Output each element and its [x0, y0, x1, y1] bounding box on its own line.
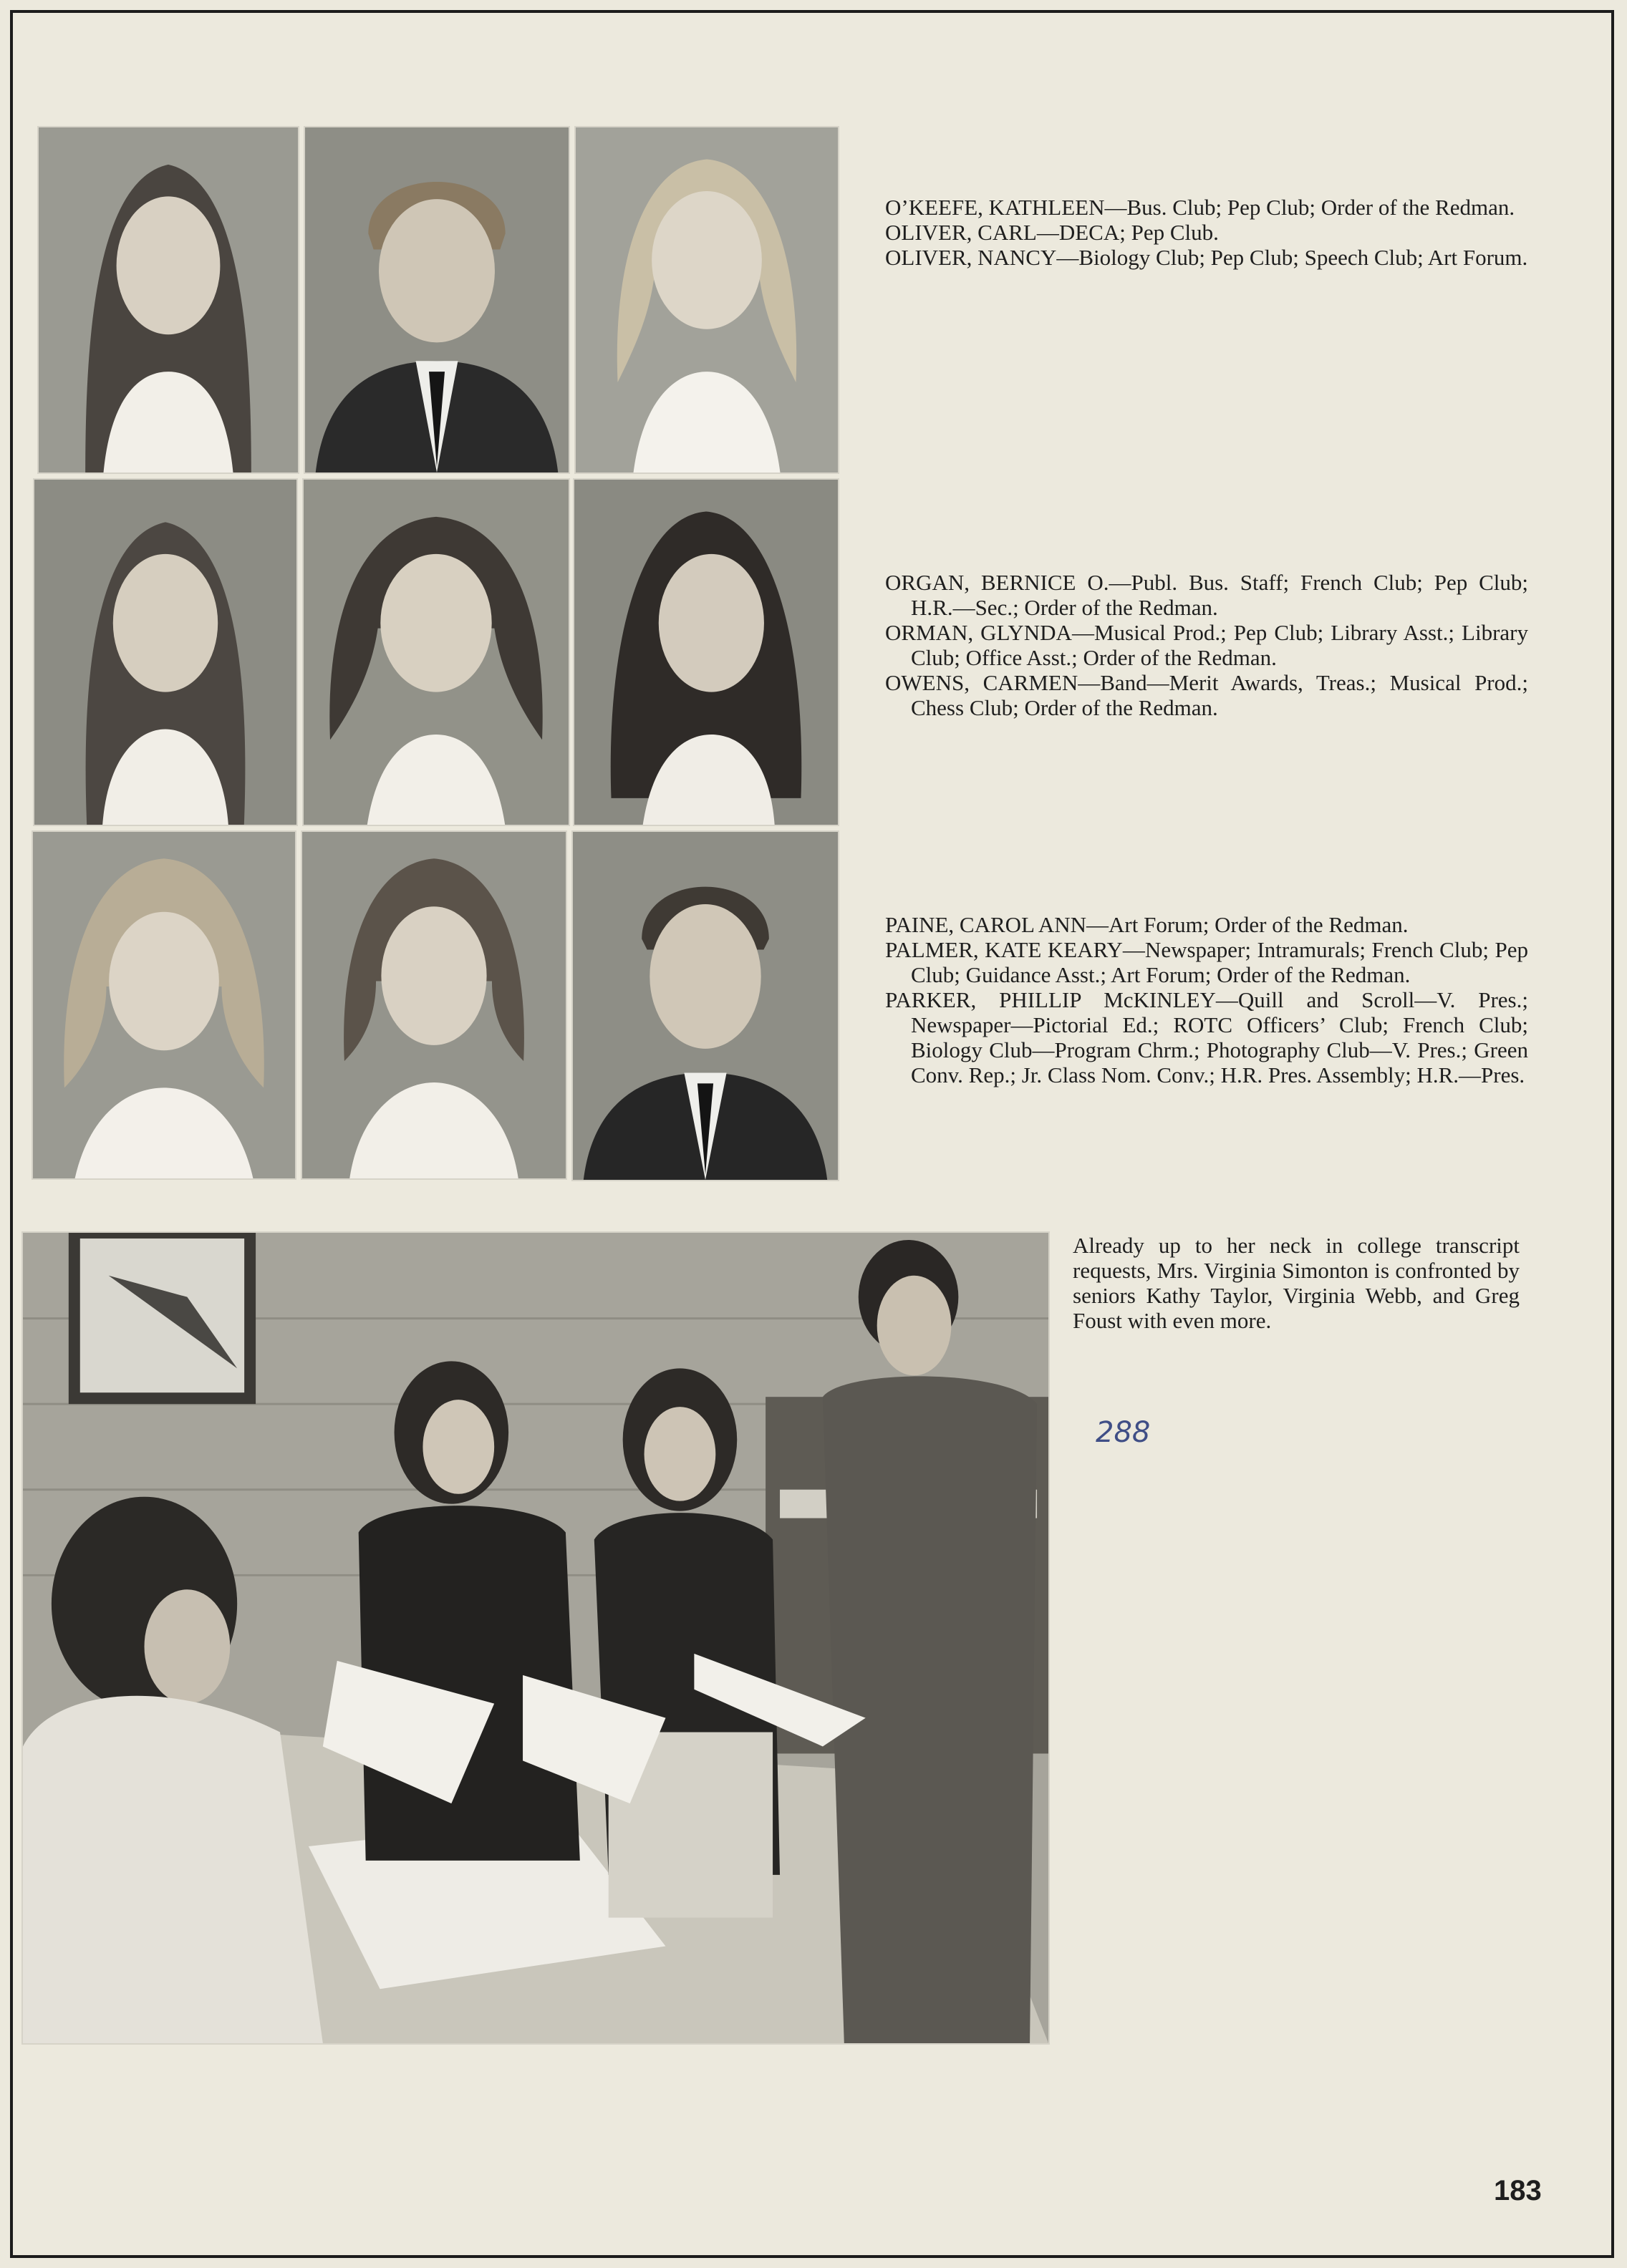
- bio-entry: OLIVER, NANCY—Biology Club; Pep Club; Speech Club; Art Forum.: [885, 245, 1528, 270]
- bio-entry: OWENS, CARMEN—Band—Merit Awards, Treas.; Musical Prod.; Chess Club; Order of the Redman.: [885, 670, 1528, 720]
- bio-group-2: [885, 570, 1528, 720]
- bio-group-1: [885, 195, 1528, 270]
- bio-group-3: [885, 912, 1528, 1087]
- bio-entry: OLIVER, CARL—DECA; Pep Club.: [885, 220, 1219, 245]
- bio-entry: PARKER, PHILLIP McKINLEY—Quill and Scroll—V. Pres.; Newspaper—Pictorial Ed.; ROTC Officers’ Club; French Club; Biology Club—Program Chrm.; Photography Club—V. Pres.; Green Conv. Rep.; Jr. Class Nom. Conv.; H.R. Pres. Assembly; H.R.—Pres.: [885, 987, 1528, 1087]
- bio-entry: ORMAN, GLYNDA—Musical Prod.; Pep Club; Library Asst.; Library Club; Office Asst.; Order of the Redman.: [885, 620, 1528, 670]
- page-number: 183: [1494, 2175, 1542, 2206]
- portrait-owens-carmen: [573, 478, 839, 826]
- svg-text:288: 288: [1096, 1416, 1151, 1449]
- handwritten-mark: [1093, 1410, 1172, 1453]
- portrait-organ-bernice: [33, 478, 298, 826]
- bio-entry: O’KEEFE, KATHLEEN—Bus. Club; Pep Club; Order of the Redman.: [885, 195, 1515, 220]
- portrait-oliver-nancy: [574, 126, 839, 474]
- bio-entry: PALMER, KATE KEARY—Newspaper; Intramurals; French Club; Pep Club; Guidance Asst.; Art Forum; Order of the Redman.: [885, 937, 1528, 987]
- portrait-palmer-kate-keary: [301, 830, 567, 1180]
- candid-office-photo: [21, 1231, 1050, 2045]
- portrait-oliver-carl: [304, 126, 570, 474]
- portrait-okeefe-kathleen: [37, 126, 299, 474]
- bio-entry: ORGAN, BERNICE O.—Publ. Bus. Staff; French Club; Pep Club; H.R.—Sec.; Order of the Redman.: [885, 570, 1528, 620]
- portrait-paine-carol-ann: [32, 830, 296, 1180]
- bio-entry: PAINE, CAROL ANN—Art Forum; Order of the Redman.: [885, 912, 1409, 937]
- portrait-parker-phillip: [571, 830, 839, 1181]
- photo-caption: Already up to her neck in college transcript requests, Mrs. Virginia Simonton is confronted by seniors Kathy Taylor, Virginia Webb, and Greg Foust with even more.: [1073, 1233, 1520, 1333]
- portrait-orman-glynda: [302, 478, 570, 826]
